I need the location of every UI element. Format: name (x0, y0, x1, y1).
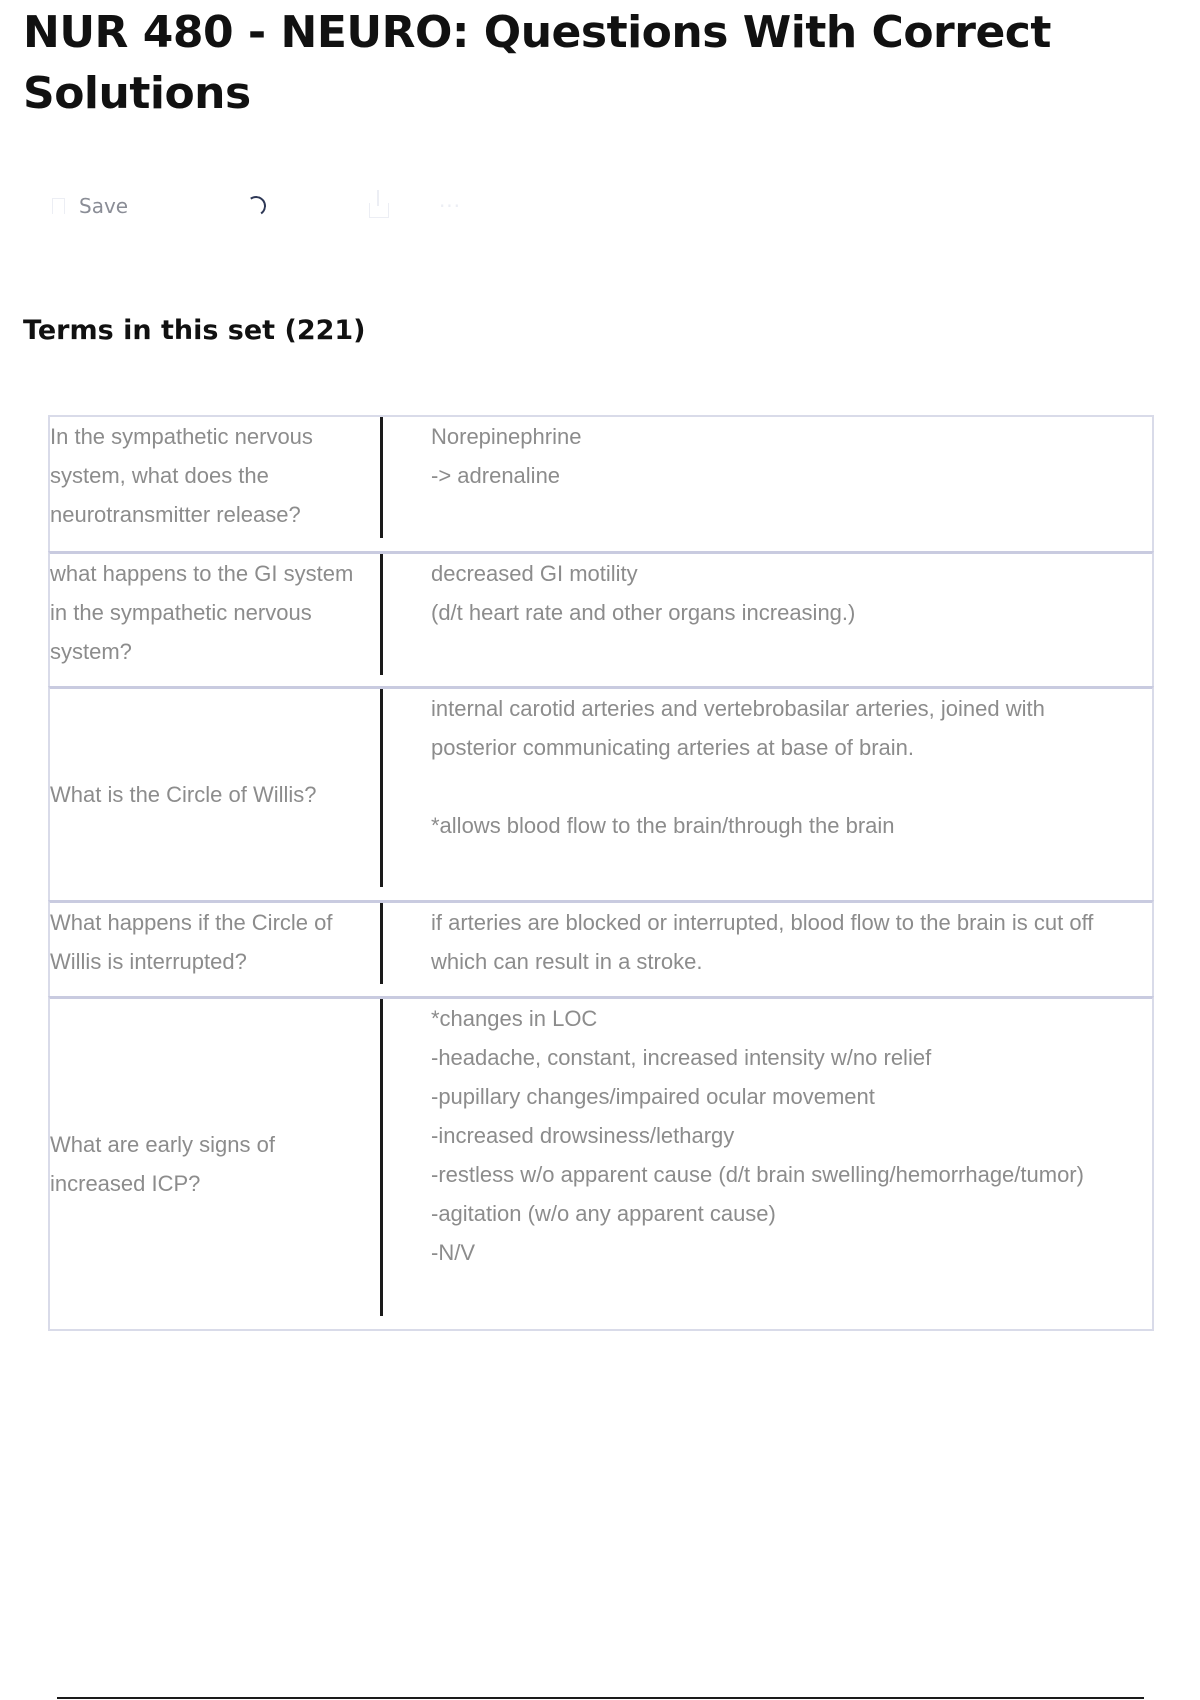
share-button[interactable] (366, 190, 392, 222)
page-title: NUR 480 - NEURO: Questions With Correct Solutions (23, 7, 1051, 119)
definition-text: decreased GI motility (d/t heart rate and other organs increasing.) (431, 561, 856, 625)
term-text: What is the Circle of Willis? (50, 782, 317, 807)
definition-text: internal carotid arteries and vertebrobasilar arteries, joined with posterior communicating arteries at base of brain. *allows blood flow to the brain/through the brain (431, 696, 1045, 838)
spinner-ring (244, 194, 267, 217)
term-text: What are early signs of increased ICP? (50, 1132, 275, 1196)
definition-text: Norepinephrine -> adrenaline (431, 424, 582, 488)
more-icon: ··· (438, 194, 462, 218)
term-row[interactable] (48, 900, 1154, 998)
loading-spinner-icon (243, 190, 269, 222)
terms-table (48, 415, 1154, 1331)
bookmark-icon (52, 198, 65, 214)
term-text: In the sympathetic nervous system, what does the neurotransmitter release? (50, 424, 313, 527)
footer-divider (57, 1697, 1144, 1699)
save-button[interactable] (52, 190, 128, 222)
term-row[interactable] (48, 996, 1154, 1331)
definition-text: *changes in LOC -headache, constant, increased intensity w/no relief -pupillary changes/impaired ocular movement -increased drowsiness/lethargy -restless w/o apparent cause (d/t brain swelling/hemorrhage/tumor) -agitation (w/o any apparent cause) -N/V (431, 1006, 1084, 1265)
term-row[interactable] (48, 551, 1154, 688)
term-row[interactable] (48, 686, 1154, 902)
share-icon (369, 203, 389, 218)
save-label: Save (79, 194, 129, 218)
terms-heading: Terms in this set (221) (23, 315, 366, 346)
more-options-button[interactable] (435, 190, 465, 222)
term-text: What happens if the Circle of Willis is interrupted? (50, 910, 333, 974)
term-row[interactable] (48, 415, 1154, 553)
definition-text: if arteries are blocked or interrupted, blood flow to the brain is cut off which can result in a stroke. (431, 910, 1094, 974)
toolbar (50, 190, 510, 222)
term-text: what happens to the GI system in the sympathetic nervous system? (50, 561, 354, 664)
